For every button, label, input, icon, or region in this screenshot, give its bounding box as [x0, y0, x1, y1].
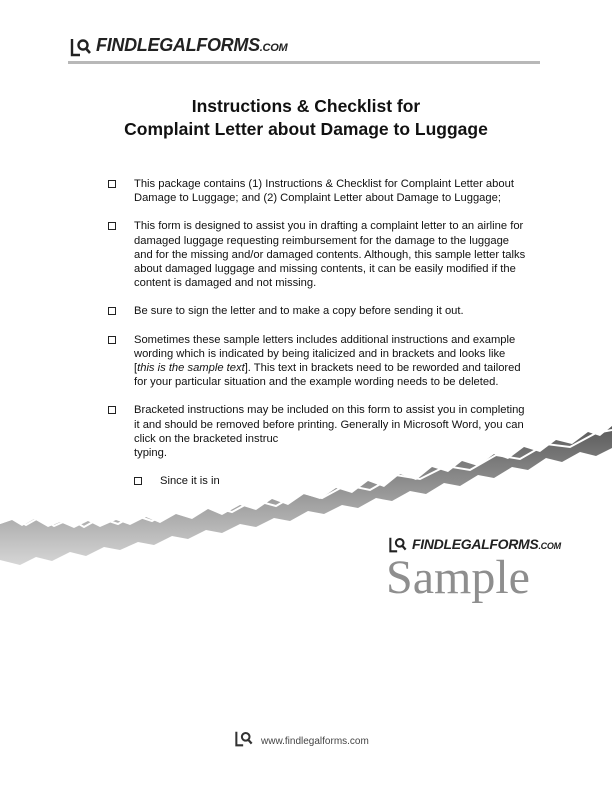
sample-text-example: this is the sample text	[137, 362, 245, 375]
checklist-item: Sometimes these sample letters includes additional instructions and example wording which is indicated by being italicized and in brackets and looks like [this is the sample text]. This text in brackets need to be reworded and tailored for your particular situation and the example wording needs to be deleted.	[108, 333, 528, 390]
title-line-2: Complaint Letter about Damage to Luggage	[124, 119, 488, 139]
watermark-wordmark: FINDLEGALFORMS.COM	[412, 536, 561, 552]
checklist-subitem: Since it is in	[134, 474, 528, 488]
magnifier-document-icon	[234, 730, 254, 747]
footer	[234, 730, 369, 747]
sample-watermark: Sample	[386, 551, 530, 604]
title-line-1: Instructions & Checklist for	[191, 96, 421, 116]
checklist-item: Bracketed instructions may be included on this form to assist you in completing it and should be removed before printing. Generally in Microsoft Word, you can click on the bracketed instruc typing.	[108, 403, 528, 460]
checklist-item: This form is designed to assist you in drafting a complaint letter to an airline for damaged luggage requesting reimbursement for the damage to the luggage and for the missing and/or damaged contents. Although, this sample letter talks about damaged luggage and missing contents, it can be easily modified if the content is damaged and not missing.	[108, 219, 528, 290]
checklist-item: This package contains (1) Instructions & Checklist for Complaint Letter about Damage to Luggage; and (2) Complaint Letter about Damage to Luggage;	[108, 177, 528, 205]
footer-url[interactable]: www.findlegalforms.com	[261, 736, 369, 747]
checklist-item: Be sure to sign the letter and to make a copy before sending it out.	[108, 304, 528, 318]
logo-wordmark: FINDLEGALFORMS.COM	[96, 35, 288, 55]
